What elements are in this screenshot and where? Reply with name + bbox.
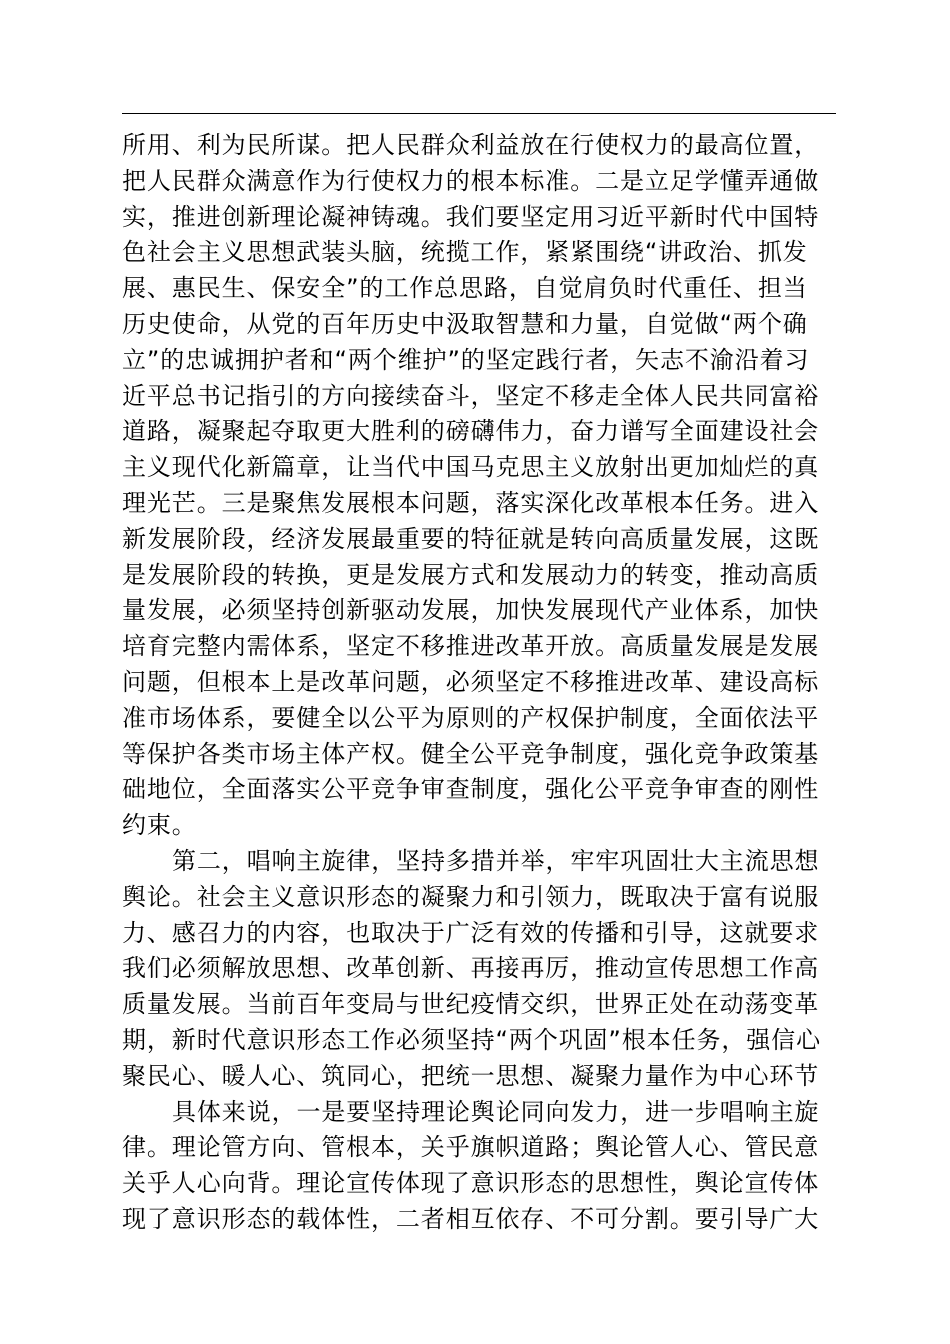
text-line: 约束。: [122, 811, 197, 840]
text-line: 新发展阶段，经济发展最重要的特征就是转向高质量发展，这既: [122, 524, 820, 553]
text-line: 理光芒。三是聚焦发展根本问题，落实深化改革根本任务。进入: [122, 488, 820, 517]
text-line: 质量发展。当前百年变局与世纪疫情交织，世界正处在动荡变革: [122, 990, 820, 1019]
text-line: 主义现代化新篇章，让当代中国马克思主义放射出更加灿烂的真: [122, 453, 820, 482]
text-line: 近平总书记指引的方向接续奋斗，坚定不移走全体人民共同富裕: [122, 381, 820, 410]
text-line: 所用、利为民所谋。把人民群众利益放在行使权力的最高位置，: [122, 131, 820, 159]
text-line: 问题，但根本上是改革问题，必须坚定不移推进改革、建设高标: [122, 667, 820, 696]
text-line: 础地位，全面落实公平竞争审查制度，强化公平竞争审查的刚性: [122, 775, 820, 804]
text-line: 量发展，必须坚持创新驱动发展，加快发展现代产业体系，加快: [122, 596, 820, 625]
paragraph-start-line: 第二，唱响主旋律，坚持多措并举，牢牢巩固壮大主流思想: [172, 846, 820, 875]
text-line: 立”的忠诚拥护者和“两个维护”的坚定践行者，矢志不渝沿着习: [122, 345, 810, 374]
text-line: 舆论。社会主义意识形态的凝聚力和引领力，既取决于富有说服: [122, 882, 820, 911]
text-line: 我们必须解放思想、改革创新、再接再厉，推动宣传思想工作高: [122, 954, 820, 983]
text-line: 实，推进创新理论凝神铸魂。我们要坚定用习近平新时代中国特: [122, 202, 820, 231]
text-line: 聚民心、暖人心、筑同心，把统一思想、凝聚力量作为中心环节: [122, 1061, 820, 1090]
text-line: 是发展阶段的转换，更是发展方式和发展动力的转变，推动高质: [122, 560, 820, 589]
text-line: 等保护各类市场主体产权。健全公平竞争制度，强化竞争政策基: [122, 739, 820, 768]
text-line: 力、感召力的内容，也取决于广泛有效的传播和引导，这就要求: [122, 918, 820, 947]
text-line: 期，新时代意识形态工作必须坚持“两个巩固”根本任务，强信心: [122, 1025, 821, 1054]
text-line: 展、惠民生、保安全”的工作总思路，自觉肩负时代重任、担当: [122, 274, 808, 303]
paragraph-start-line: 具体来说，一是要坚持理论舆论同向发力，进一步唱响主旋: [172, 1097, 820, 1126]
text-line: 律。理论管方向、管根本，关乎旗帜道路；舆论管人心、管民意: [122, 1133, 820, 1162]
text-line: 现了意识形态的载体性，二者相互依存、不可分割。要引导广大: [122, 1204, 820, 1233]
text-line: 历史使命，从党的百年历史中汲取智慧和力量，自觉做“两个确: [122, 309, 808, 338]
text-line: 色社会主义思想武装头脑，统揽工作，紧紧围绕“讲政治、抓发: [122, 238, 808, 267]
body-text: [122, 128, 838, 1238]
text-line: 关乎人心向背。理论宣传体现了意识形态的思想性，舆论宣传体: [122, 1169, 820, 1198]
text-line: 把人民群众满意作为行使权力的根本标准。二是立足学懂弄通做: [122, 166, 820, 195]
text-line: 培育完整内需体系，坚定不移推进改革开放。高质量发展是发展: [122, 632, 820, 661]
header-rule: [122, 113, 836, 114]
text-line: 准市场体系，要健全以公平为原则的产权保护制度，全面依法平: [122, 703, 820, 732]
text-line: 道路，凝聚起夺取更大胜利的磅礴伟力，奋力谱写全面建设社会: [122, 417, 820, 446]
